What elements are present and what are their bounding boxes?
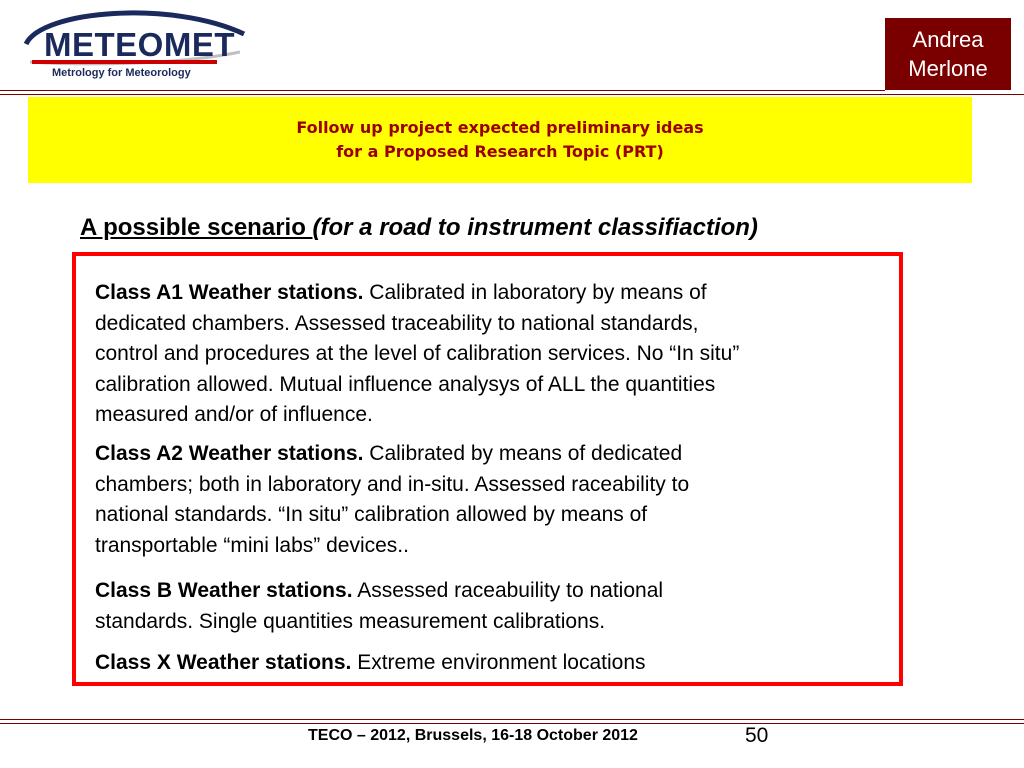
- subtitle-underlined: A possible scenario: [80, 214, 313, 241]
- header-divider-bottom: [0, 94, 1024, 95]
- banner-line-1: Follow up project expected preliminary ideas: [296, 118, 704, 137]
- class-a1-line: control and procedures at the level of calibration services. No “In situ”: [95, 342, 740, 365]
- footer-text: TECO – 2012, Brussels, 16-18 October 2012: [308, 727, 638, 744]
- page-number: 50: [745, 724, 769, 747]
- meteomet-logo: [22, 4, 247, 84]
- title-banner: [28, 97, 972, 183]
- class-a1-title: Class A1 Weather stations.: [95, 281, 364, 304]
- class-b-title: Class B Weather stations.: [95, 579, 353, 602]
- author-last-name: Merlone: [908, 56, 988, 81]
- logo-name: METEOMET: [44, 26, 235, 63]
- header-divider-top: [0, 90, 885, 91]
- class-a2-line: transportable “mini labs” devices..: [95, 533, 409, 557]
- class-a1-line: measured and/or of influence.: [95, 403, 373, 426]
- subtitle-italic: (for a road to instrument classifiaction): [312, 214, 758, 241]
- footer-divider-top: [0, 719, 1024, 720]
- class-a2-paragraph: [95, 439, 895, 561]
- class-a1-line: Calibrated in laboratory by means of: [363, 281, 707, 304]
- class-a1-paragraph: [95, 278, 895, 431]
- class-a1-line: calibration allowed. Mutual influence analysys of ALL the quantities: [95, 372, 716, 396]
- logo-tagline: Metrology for Meteorology: [52, 67, 191, 79]
- footer-divider-bottom: [0, 723, 1024, 724]
- class-x-title: Class X Weather stations.: [95, 651, 352, 674]
- author-badge: [885, 18, 1011, 90]
- class-b-line: Assessed raceabuility to national: [352, 579, 664, 602]
- author-first-name: Andrea: [912, 27, 984, 52]
- class-a2-line: chambers; both in laboratory and in-situ. Assessed raceability to: [95, 472, 690, 496]
- class-b-line: standards. Single quantities measurement calibrations.: [95, 609, 606, 633]
- class-b-paragraph: [95, 576, 895, 637]
- class-x-paragraph: [95, 648, 895, 679]
- banner-line-2: for a Proposed Research Topic (PRT): [336, 142, 664, 161]
- class-a2-line: Calibrated by means of dedicated: [363, 442, 683, 465]
- slide-subtitle: [80, 214, 758, 242]
- class-a2-line: national standards. “In situ” calibration allowed by means of: [95, 503, 648, 526]
- class-x-line: Extreme environment locations: [351, 651, 646, 674]
- class-a2-title: Class A2 Weather stations.: [95, 442, 364, 465]
- class-a1-line: dedicated chambers. Assessed traceability to national standards,: [95, 311, 699, 335]
